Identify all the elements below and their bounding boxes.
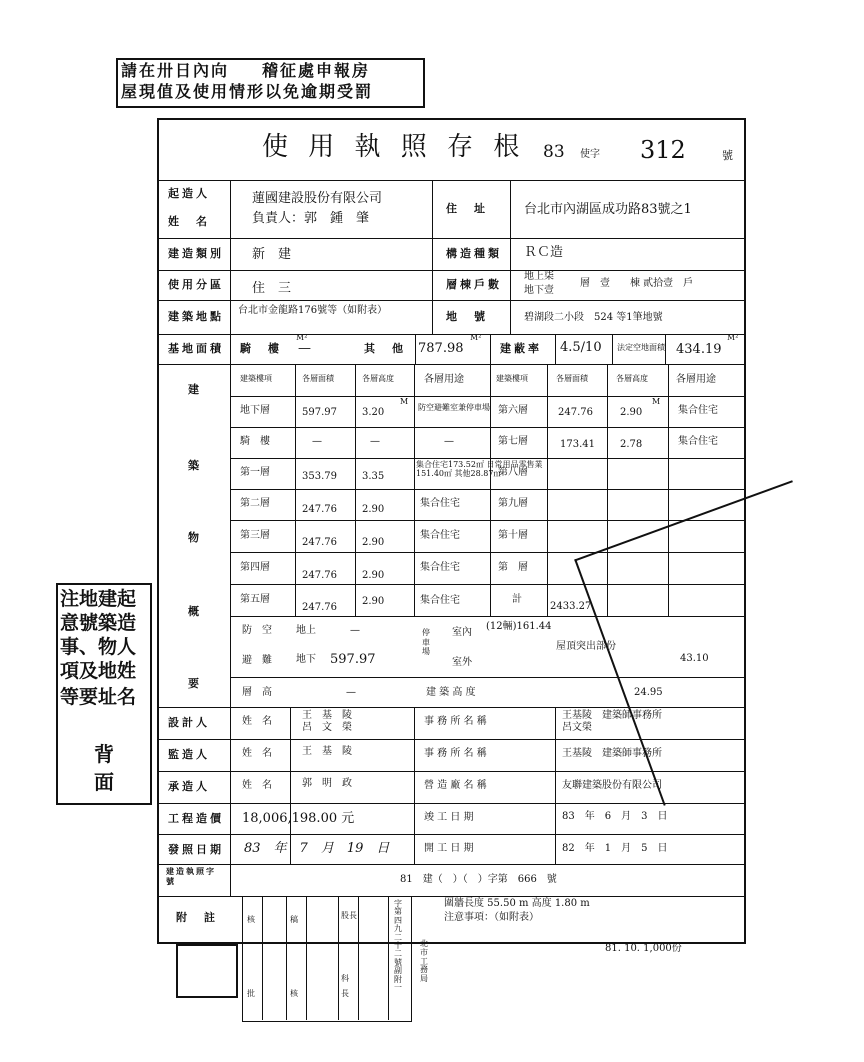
floor-left-0-area: 597.97	[302, 407, 337, 418]
designer-name: 王 基 陵 呂 文 榮	[302, 710, 352, 733]
remark-2: 注意事項：（如附表）	[444, 912, 539, 923]
floor-right-0-area: 247.76	[558, 407, 593, 418]
left-note-3: 事、物人	[60, 636, 137, 658]
build-type-value: 新 建	[252, 247, 292, 262]
floor-right-1-use: 集合住宅	[678, 436, 718, 447]
floor-right-2-name: 第八層	[498, 467, 528, 478]
left-note-1: 注地建起	[60, 588, 137, 610]
label-roof: 屋頂突出部份	[556, 641, 616, 652]
label-supervisor-name: 姓 名	[242, 748, 272, 759]
floors-value-1: 地上柒	[524, 271, 554, 282]
col-use-right: 各層用途	[676, 374, 716, 385]
floors-value-3: 層 壹 棟 貳拾壹 戶	[580, 278, 694, 289]
floor-right-5-name: 第 層	[498, 562, 528, 573]
sign-box-4: 批	[247, 989, 255, 998]
label-civil-def: 防 空	[242, 625, 272, 636]
floor-right-4-name: 第十層	[498, 530, 528, 541]
left-note-2: 意號築造	[60, 612, 137, 634]
site-addr-value: 台北市金龍路176號等（如附表）	[238, 305, 388, 316]
permit-number: 312	[640, 136, 686, 164]
civil-def-value: —	[350, 625, 360, 636]
summary-char-5: 要	[188, 677, 202, 690]
floor-left-4-area: 247.76	[302, 537, 337, 548]
sign-box-7: 長	[341, 989, 349, 998]
label-site-addr: 建築地點	[168, 310, 224, 323]
label-designer: 設計人	[168, 716, 210, 729]
permit-hao: 號	[722, 149, 733, 162]
summary-char-4: 概	[188, 605, 202, 618]
label-contractor-name: 姓 名	[242, 780, 272, 791]
sign-box-5: 核	[290, 989, 298, 998]
label-contractor-firm: 營 造 廠 名 稱	[424, 780, 487, 791]
tax-notice-line1-end: 稽征處申報房	[262, 61, 371, 80]
label-permit-no: 建造執照字號	[166, 866, 216, 887]
supervisor-name: 王 基 陵	[302, 746, 352, 757]
label-area: 基地面積	[168, 342, 224, 355]
floor-left-3-name: 第二層	[240, 498, 270, 509]
floor-left-3-use: 集合住宅	[420, 498, 460, 509]
contractor-firm: 友聯建築股份有限公司	[562, 780, 662, 791]
floor-left-6-height: 2.90	[362, 596, 385, 607]
floor-height-value: —	[346, 687, 356, 698]
supervisor-office: 王基陵 建築師事務所	[562, 748, 662, 759]
start-value: 82 年 1 月 5 日	[562, 843, 668, 854]
other-value: 787.98	[418, 341, 464, 356]
floor-right-0-name: 第六層	[498, 405, 528, 416]
label-above: 地上	[296, 625, 316, 636]
left-note-5: 等要址名	[60, 686, 137, 708]
label-use-zone: 使用分區	[168, 278, 224, 291]
tax-notice-line2: 屋現值及使用情形以免逾期受罰	[121, 82, 374, 101]
complete-value: 83 年 6 月 3 日	[562, 811, 668, 822]
floor-left-5-area: 247.76	[302, 570, 337, 581]
floor-right-6-area: 2433.27	[550, 601, 592, 612]
coverage-value: 4.5/10	[560, 340, 602, 355]
floor-left-1-name: 騎 樓	[240, 436, 270, 447]
left-note-4: 項及地姓	[60, 660, 137, 682]
floor-left-4-height: 2.90	[362, 537, 385, 548]
builder-rep: 負責人：郭 鍾 肇	[252, 211, 370, 226]
floor-left-2-name: 第一層	[240, 467, 270, 478]
floor-left-1-height: —	[370, 436, 380, 447]
bureau-stamp: 北市工務局	[420, 939, 428, 984]
floor-left-2-area: 353.79	[302, 471, 337, 482]
label-issue-date: 發照日期	[168, 843, 224, 856]
unit-m2: M²	[296, 333, 308, 342]
floor-left-1-use: —	[444, 436, 454, 447]
signature-grid	[242, 896, 412, 1022]
col-floor-left: 建築樓項	[240, 374, 272, 383]
label-floor-height: 層 高	[242, 687, 272, 698]
left-back: 背 面	[94, 742, 134, 794]
floor-left-3-area: 247.76	[302, 504, 337, 515]
cost-value: 18,006,198.00 元	[242, 811, 355, 826]
legal-open-value: 434.19	[676, 342, 722, 357]
permit-word: 使字	[580, 149, 600, 160]
unit-m2: M²	[727, 333, 739, 342]
floor-left-1-area: —	[312, 436, 322, 447]
col-height-left: 各層高度	[362, 374, 394, 383]
label-legal-open: 法定空地面積	[617, 343, 665, 352]
bottom-left-stamp	[176, 944, 238, 998]
floor-right-3-name: 第九層	[498, 498, 528, 509]
label-cost: 工程造價	[168, 812, 224, 825]
floor-left-4-name: 第三層	[240, 530, 270, 541]
remark-1: 圍牆長度 55.50 m 高度 1.80 m	[444, 898, 590, 909]
summary-char-1: 建	[188, 383, 202, 396]
issue-value: 83 年 7 月 19 日	[244, 841, 390, 856]
label-designer-name: 姓 名	[242, 716, 272, 727]
address-value: 台北市內湖區成功路83號之1	[524, 202, 692, 217]
form-title: 使 用 執 照 存 根	[262, 132, 526, 162]
col-area-left: 各層面積	[302, 374, 334, 383]
label-refuge: 避 難	[242, 655, 272, 666]
label-contractor: 承造人	[168, 780, 210, 793]
label-supervisor: 監造人	[168, 748, 210, 761]
floor-left-3-height: 2.90	[362, 504, 385, 515]
permit-year: 83	[543, 142, 565, 162]
roof-value: 43.10	[680, 653, 709, 664]
label-designer-office: 事 務 所 名 稱	[424, 716, 487, 727]
floor-left-5-use: 集合住宅	[420, 562, 460, 573]
floor-left-5-height: 2.90	[362, 570, 385, 581]
use-zone-value: 住 三	[252, 281, 292, 296]
col-use-left: 各層用途	[424, 374, 464, 385]
floor-left-0-name: 地下層	[240, 405, 270, 416]
building-height-value: 24.95	[634, 687, 663, 698]
unit-m: M	[652, 397, 661, 406]
floor-left-5-name: 第四層	[240, 562, 270, 573]
label-parking: 停車場	[422, 628, 430, 657]
parking-indoor-value: (12輛)161.44	[486, 621, 552, 632]
label-floors-units: 層棟戶數	[446, 278, 502, 291]
site-lot-value: 碧湖段二小段 524 等1筆地號	[524, 312, 663, 323]
floor-right-1-area: 173.41	[560, 439, 595, 450]
label-build-type: 建造類別	[168, 247, 224, 260]
floor-left-0-use: 防空避難室兼停車場	[418, 403, 490, 412]
floor-right-6-name: 計	[512, 594, 522, 605]
label-other: 其 他	[364, 342, 406, 355]
col-height-right: 各層高度	[616, 374, 648, 383]
label-supervisor-office: 事 務 所 名 稱	[424, 748, 487, 759]
label-address: 住 址	[446, 202, 488, 215]
label-arcade: 騎 樓	[240, 342, 282, 355]
contractor-name: 郭 明 政	[302, 778, 352, 789]
floor-left-6-area: 247.76	[302, 602, 337, 613]
label-name: 姓 名	[168, 215, 210, 228]
sign-box-1: 核	[247, 915, 255, 924]
label-remarks: 附 註	[176, 911, 218, 924]
designer-office: 王基陵 建築師事務所 呂文榮	[562, 710, 662, 733]
permit-value: 81 建（ ）（ ）字第 666 號	[400, 874, 557, 885]
label-site-lot: 地 號	[446, 310, 488, 323]
vertical-stamp: 字第四九二十二號副附一	[394, 899, 402, 992]
label-coverage: 建蔽率	[500, 342, 542, 355]
sign-box-2: 稿	[290, 915, 298, 924]
unit-m2: M²	[470, 333, 482, 342]
col-area-right: 各層面積	[556, 374, 588, 383]
floors-value-2: 地下壹	[524, 285, 554, 296]
footer-print: 81. 10. 1,000份	[605, 943, 682, 954]
floor-right-0-height: 2.90	[620, 407, 643, 418]
tax-notice-line1: 請在卅日內向	[121, 61, 230, 80]
builder-value: 蓮國建設股份有限公司	[252, 191, 383, 206]
floor-left-4-use: 集合住宅	[420, 530, 460, 541]
summary-char-2: 築	[188, 459, 202, 472]
label-below: 地下	[296, 654, 316, 665]
floor-left-0-height: 3.20	[362, 407, 385, 418]
structure-value: ＲＣ造	[524, 245, 564, 260]
floor-left-2-height: 3.35	[362, 471, 385, 482]
sign-box-6: 科	[341, 974, 349, 983]
label-indoor: 室內	[452, 627, 472, 638]
floor-left-6-name: 第五層	[240, 594, 270, 605]
unit-m: M	[400, 397, 409, 406]
floor-right-0-use: 集合住宅	[678, 405, 718, 416]
refuge-value: 597.97	[330, 652, 376, 667]
label-outdoor: 室外	[452, 657, 472, 668]
label-building-height: 建 築 高 度	[426, 687, 476, 698]
sign-box-3: 股長	[341, 911, 357, 920]
label-structure: 構造種類	[446, 247, 502, 260]
floor-left-6-use: 集合住宅	[420, 595, 460, 606]
label-start-date: 開 工 日 期	[424, 843, 474, 854]
floor-right-1-name: 第七層	[498, 436, 528, 447]
floor-left-2-use: 集合住宅173.52㎡ 日常用品零售業 151.40㎡ 其他28.87㎡	[416, 460, 543, 479]
arcade-value: —	[298, 341, 311, 356]
label-builder: 起造人	[168, 187, 210, 200]
floor-right-1-height: 2.78	[620, 439, 643, 450]
label-complete-date: 竣 工 日 期	[424, 812, 474, 823]
col-floor-right: 建築樓項	[496, 374, 528, 383]
summary-char-3: 物	[188, 531, 202, 544]
